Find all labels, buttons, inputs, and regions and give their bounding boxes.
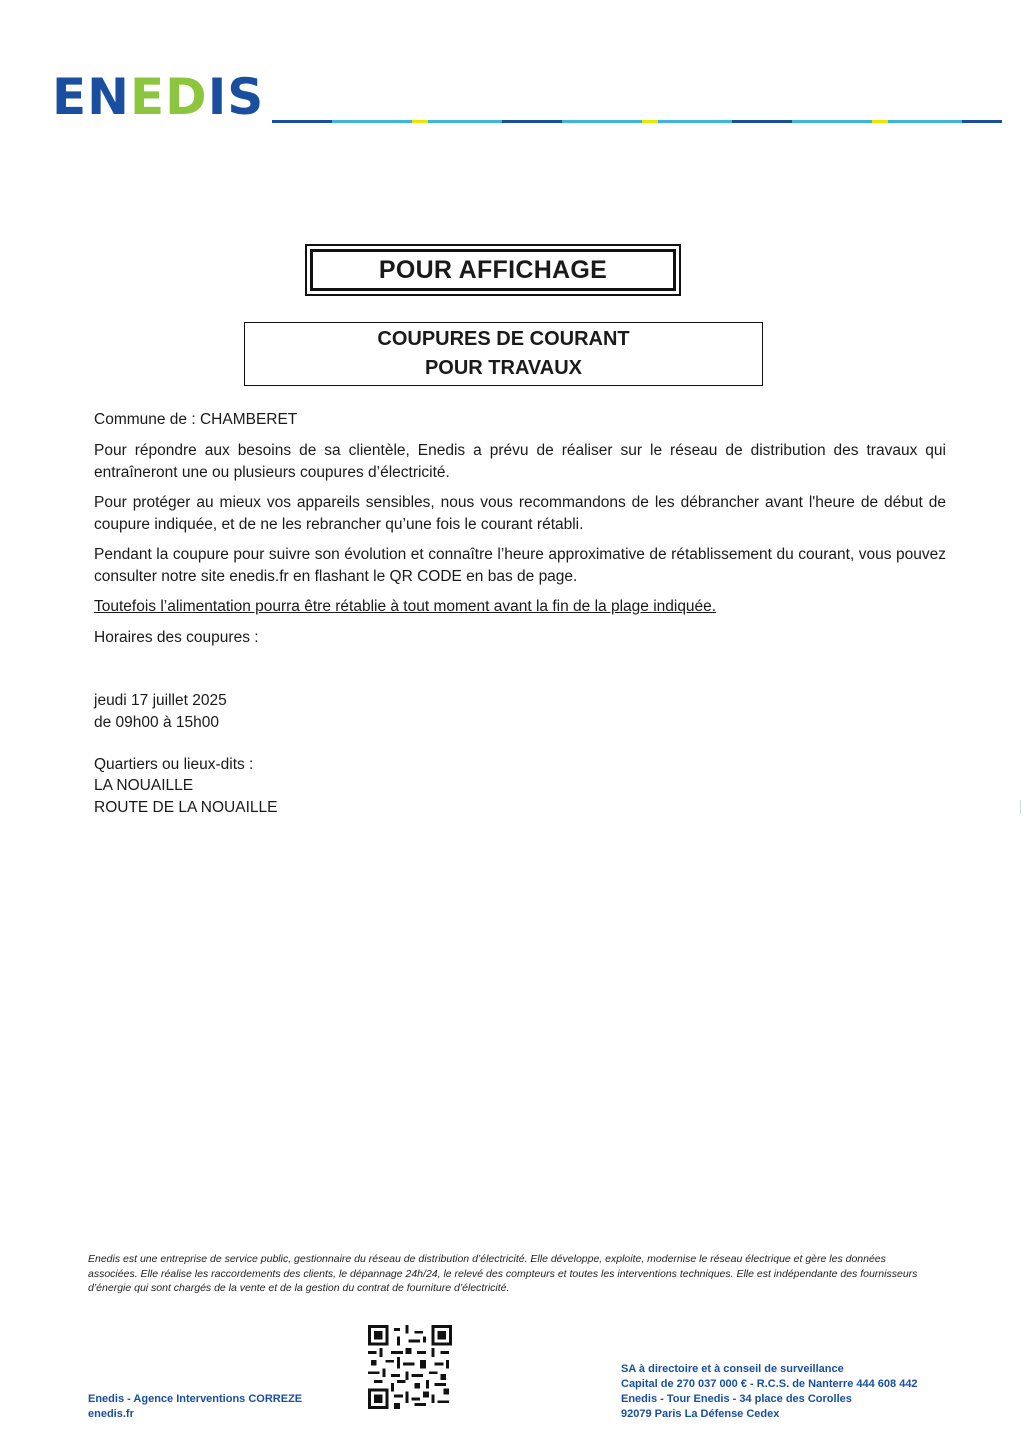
website-link[interactable]: enedis.fr: [88, 1408, 134, 1420]
paragraph-besoins: Pour répondre aux besoins de sa clientèle, Enedis a prévu de réaliser sur le réseau de distribution des travaux qui entraîneront une ou plusieurs coupures d’électricité.: [94, 442, 946, 481]
affichage-title: POUR AFFICHAGE: [310, 249, 676, 291]
commune-line: Commune de : CHAMBERET: [94, 411, 298, 428]
warning-text: Toutefois l’alimentation pourra être rétablie à tout moment avant la fin de la plage indiquée.: [94, 598, 717, 615]
header-rule: [272, 120, 1002, 123]
company-line: Capital de 270 037 000 € - R.C.S. de Nanterre 444 608 442: [621, 1378, 918, 1390]
logo-letters-is: IS: [207, 68, 265, 126]
coupures-title-line-2: POUR TRAVAUX: [424, 357, 583, 379]
company-line: SA à directoire et à conseil de surveillance: [621, 1363, 844, 1375]
agency-name: Enedis - Agence Interventions CORREZE: [88, 1393, 303, 1405]
affichage-frame: [305, 244, 681, 296]
enedis-logo: [52, 68, 265, 126]
places-label: Quartiers ou lieux-dits :: [94, 756, 254, 773]
logo-letters-ed: ED: [130, 68, 208, 126]
qr-code-icon[interactable]: [368, 1325, 452, 1409]
place-item: LA NOUAILLE: [94, 777, 194, 794]
coupures-frame: [244, 322, 763, 386]
place-item: ROUTE DE LA NOUAILLE: [94, 799, 278, 816]
horaires-label: Horaires des coupures :: [94, 629, 259, 646]
scan-mark: [1020, 800, 1021, 814]
footer-disclaimer: Enedis est une entreprise de service public, gestionnaire du réseau de distribution d’électricité. Elle développe, exploite, modernise le réseau électrique et gère les données associées. Elle réalise les raccordements des clients, le dépannage 24h/24, le relevé des compteurs et toutes les interventions techniques. Elle est indépendante des fournisseurs d’énergie qui sont chargés de la vente et de la gestion du contrat de fourniture d’électricité.: [88, 1253, 918, 1294]
paragraph-suivi: Pendant la coupure pour suivre son évolution et connaître l’heure approximative de rétablissement du courant, vous pouvez consulter notre site enedis.fr en flashant le QR CODE en bas de page.: [94, 546, 946, 585]
company-line: Enedis - Tour Enedis - 34 place des Corolles: [621, 1393, 852, 1405]
footer-company-block: [621, 1362, 918, 1422]
logo-letters-en: EN: [52, 68, 131, 126]
enedis-logo-text: [52, 68, 264, 126]
company-line: 92079 Paris La Défense Cedex: [621, 1408, 780, 1420]
footer-agency-block: [88, 1392, 302, 1422]
warning-line: [94, 596, 946, 618]
coupures-title-line-1: COUPURES DE COURANT: [377, 328, 630, 350]
paragraph-appareils: Pour protéger au mieux vos appareils sensibles, nous vous recommandons de les débrancher avant l'heure de début de coupure indiquée, et de ne les rebrancher qu’une fois le courant rétabli.: [94, 494, 946, 533]
outage-time-range: de 09h00 à 15h00: [94, 714, 219, 731]
outage-date: jeudi 17 juillet 2025: [94, 692, 227, 709]
